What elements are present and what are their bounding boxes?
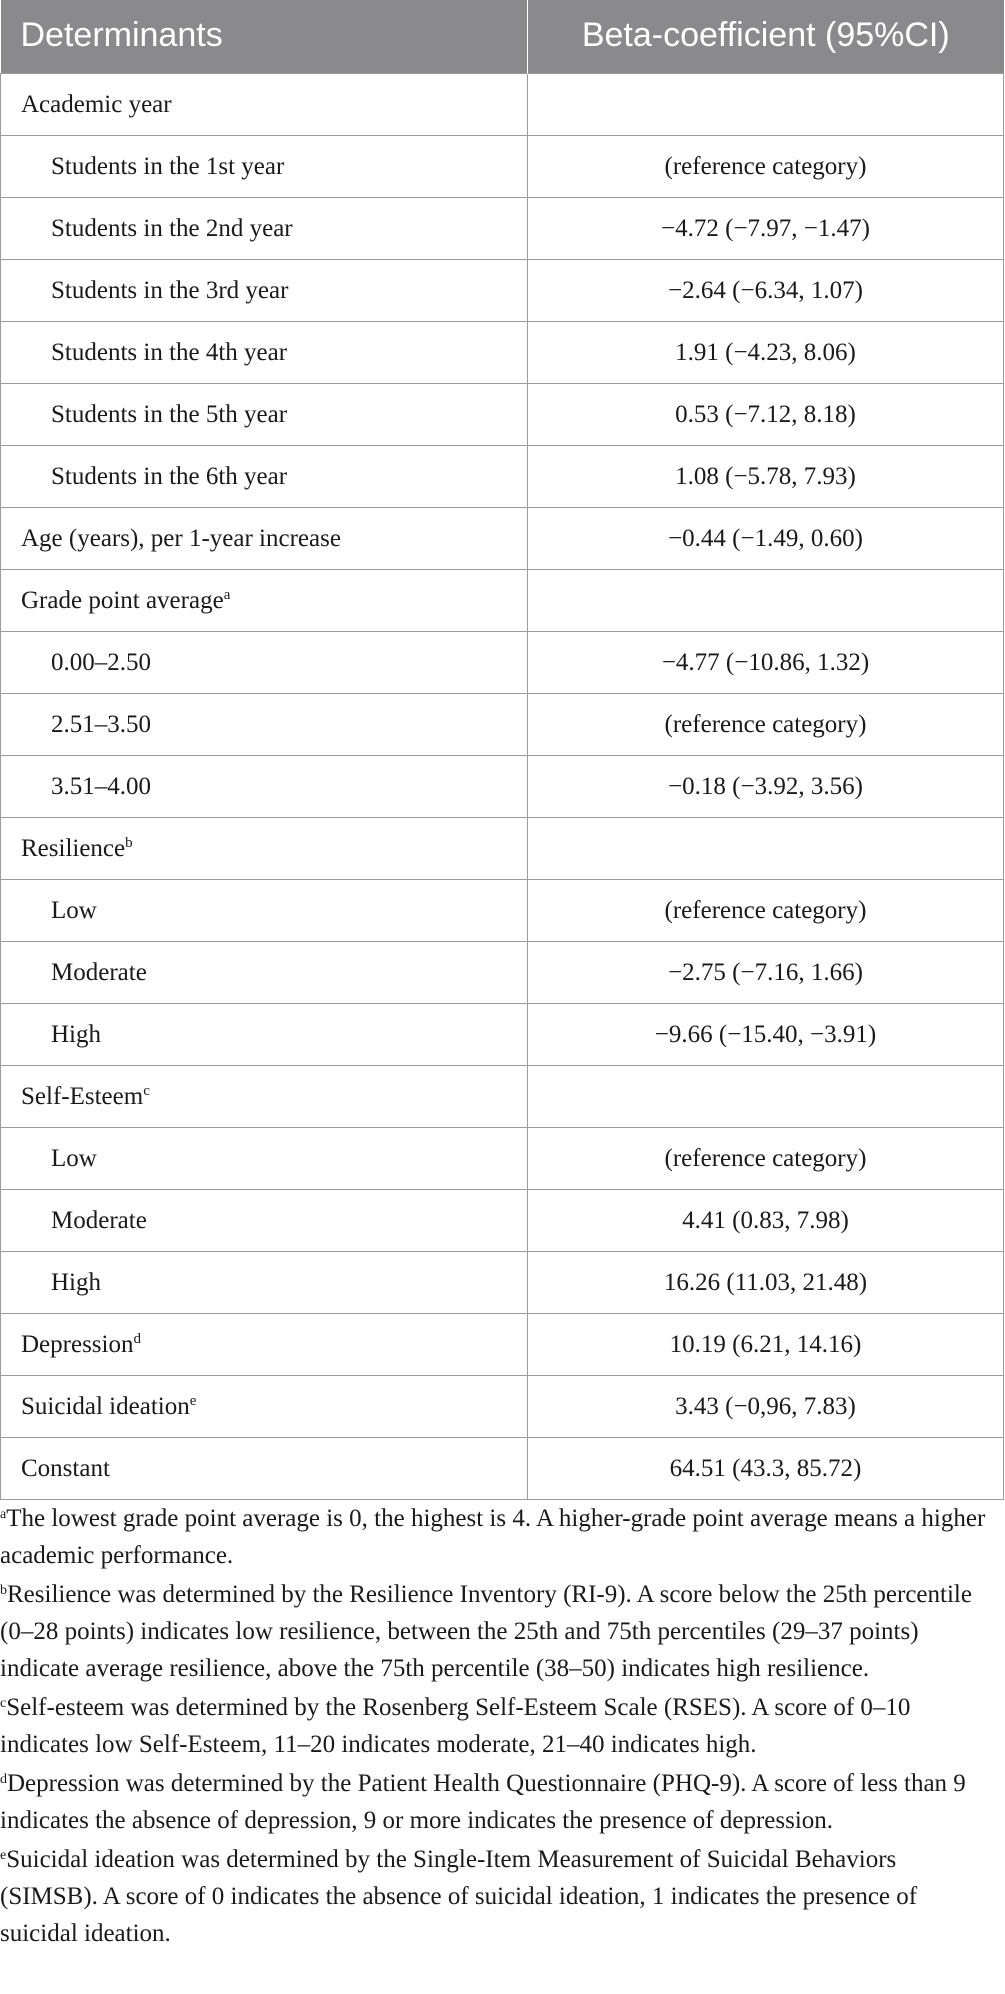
table-row [1,632,1004,694]
beta-value-cell: 0.53 (−7.12, 8.18) [528,384,1004,446]
footnote-marker: b [125,834,133,851]
beta-value-cell: (reference category) [528,880,1004,942]
determinant-cell [1,694,528,756]
determinant-cell [1,384,528,446]
determinant-label: Suicidal ideation [21,1392,190,1420]
determinant-cell [1,198,528,260]
determinant-label: High [51,1020,101,1048]
footnote-marker: d [133,1330,141,1347]
footnote-marker: e [189,1392,197,1409]
determinant-label: Resilience [21,834,126,862]
footnote-text: Resilience was determined by the Resilience Inventory (RI-9). A score below the 25th percentile (0–28 points) indicates low resilience, between the 25th and 75th percentiles (29–37 points) indicate average resilience, above the 75th percentile (38–50) indicates high resilience. [0,1581,972,1682]
footnote-mark: a [0,1507,7,1522]
footnote-text: The lowest grade point average is 0, the highest is 4. A higher-grade point average means a higher academic performance. [0,1505,986,1569]
footnote-mark: c [0,1696,7,1711]
determinant-cell [1,1252,528,1314]
beta-value-cell: (reference category) [528,1128,1004,1190]
table-row [1,942,1004,1004]
footnote-e [0,1841,1000,1952]
table-row [1,508,1004,570]
beta-value-cell: −0.18 (−3.92, 3.56) [528,756,1004,818]
footnote-text: Depression was determined by the Patient Health Questionnaire (PHQ-9). A score of less than 9 indicates the absence of depression, 9 or more indicates the presence of depression. [0,1770,966,1834]
determinant-cell [1,1128,528,1190]
determinant-label: Moderate [51,958,147,986]
table-row [1,880,1004,942]
determinant-cell [1,508,528,570]
footnote-d [0,1765,1000,1839]
table-row [1,1066,1004,1128]
determinant-cell [1,632,528,694]
beta-value-cell: −0.44 (−1.49, 0.60) [528,508,1004,570]
footnote-a [0,1500,1000,1574]
beta-value-cell: 4.41 (0.83, 7.98) [528,1190,1004,1252]
beta-value-cell: 16.26 (11.03, 21.48) [528,1252,1004,1314]
beta-value-cell [528,74,1004,136]
footnote-text: Suicidal ideation was determined by the Single-Item Measurement of Suicidal Behaviors (SIMSB). A score of 0 indicates the absence of suicidal ideation, 1 indicates the presence of suicidal ideation. [0,1846,918,1947]
table-body [1,74,1004,1500]
beta-value-cell: 3.43 (−0,96, 7.83) [528,1376,1004,1438]
beta-value-cell: −4.77 (−10.86, 1.32) [528,632,1004,694]
determinant-label: Low [51,1144,97,1172]
determinant-label: Students in the 1st year [51,152,285,180]
table-row [1,1376,1004,1438]
determinant-label: Grade point average [21,586,224,614]
footnote-text: Self-esteem was determined by the Rosenberg Self-Esteem Scale (RSES). A score of 0–10 indicates low Self-Esteem, 11–20 indicates moderate, 21–40 indicates high. [0,1694,911,1758]
determinant-label: Students in the 3rd year [51,276,289,304]
determinant-label: Moderate [51,1206,147,1234]
beta-value-cell [528,1066,1004,1128]
determinant-label: Students in the 5th year [51,400,288,428]
determinant-cell [1,880,528,942]
beta-value-cell: −9.66 (−15.40, −3.91) [528,1004,1004,1066]
header-determinants: Determinants [1,0,528,74]
determinant-label: Depression [21,1330,134,1358]
determinant-cell [1,1438,528,1500]
beta-value-cell: (reference category) [528,136,1004,198]
table-row [1,198,1004,260]
table-header-row [1,0,1004,74]
table-row [1,74,1004,136]
determinant-cell [1,260,528,322]
table-row [1,1004,1004,1066]
table-row [1,1128,1004,1190]
determinant-label: 3.51–4.00 [51,772,151,800]
beta-value-cell: −2.75 (−7.16, 1.66) [528,942,1004,1004]
determinant-label: Students in the 4th year [51,338,288,366]
determinant-label: Academic year [21,90,172,118]
table-row [1,1314,1004,1376]
determinant-cell [1,446,528,508]
determinant-cell [1,136,528,198]
beta-value-cell: 1.91 (−4.23, 8.06) [528,322,1004,384]
determinant-label: 2.51–3.50 [51,710,151,738]
footnote-marker: a [223,586,231,603]
beta-value-cell: 1.08 (−5.78, 7.93) [528,446,1004,508]
table-row [1,384,1004,446]
beta-value-cell: 64.51 (43.3, 85.72) [528,1438,1004,1500]
determinant-cell [1,322,528,384]
determinant-label: Age (years), per 1-year increase [21,524,341,552]
determinant-label: Students in the 6th year [51,462,288,490]
determinant-label: Students in the 2nd year [51,214,293,242]
footnote-mark: d [0,1772,7,1787]
determinant-cell [1,1314,528,1376]
determinant-cell [1,1004,528,1066]
footnote-marker: c [143,1082,150,1099]
group-label-cell [1,1066,528,1128]
footnote-b [0,1576,1000,1687]
beta-value-cell: (reference category) [528,694,1004,756]
beta-value-cell: −2.64 (−6.34, 1.07) [528,260,1004,322]
determinant-cell [1,756,528,818]
table-row [1,1252,1004,1314]
determinant-label: Low [51,896,97,924]
footnote-c [0,1689,1000,1763]
table-row [1,1438,1004,1500]
determinant-cell [1,1376,528,1438]
determinant-label: 0.00–2.50 [51,648,151,676]
table-row [1,570,1004,632]
table-row [1,260,1004,322]
determinant-cell [1,942,528,1004]
determinant-label: Self-Esteem [21,1082,144,1110]
determinant-label: Constant [21,1454,110,1482]
table-row [1,1190,1004,1252]
table-row [1,136,1004,198]
table-row [1,818,1004,880]
table-row [1,694,1004,756]
table-row [1,322,1004,384]
beta-value-cell [528,570,1004,632]
header-beta-coefficient: Beta-coefficient (95%CI) [528,0,1004,74]
footnote-mark: e [0,1848,7,1863]
table-row [1,446,1004,508]
table-footnotes [0,1500,1000,1954]
determinant-label: High [51,1268,101,1296]
beta-value-cell [528,818,1004,880]
beta-value-cell: 10.19 (6.21, 14.16) [528,1314,1004,1376]
group-label-cell [1,570,528,632]
table-row [1,756,1004,818]
beta-value-cell: −4.72 (−7.97, −1.47) [528,198,1004,260]
determinant-cell [1,1190,528,1252]
group-label-cell [1,818,528,880]
group-label-cell [1,74,528,136]
footnote-mark: b [0,1583,7,1598]
